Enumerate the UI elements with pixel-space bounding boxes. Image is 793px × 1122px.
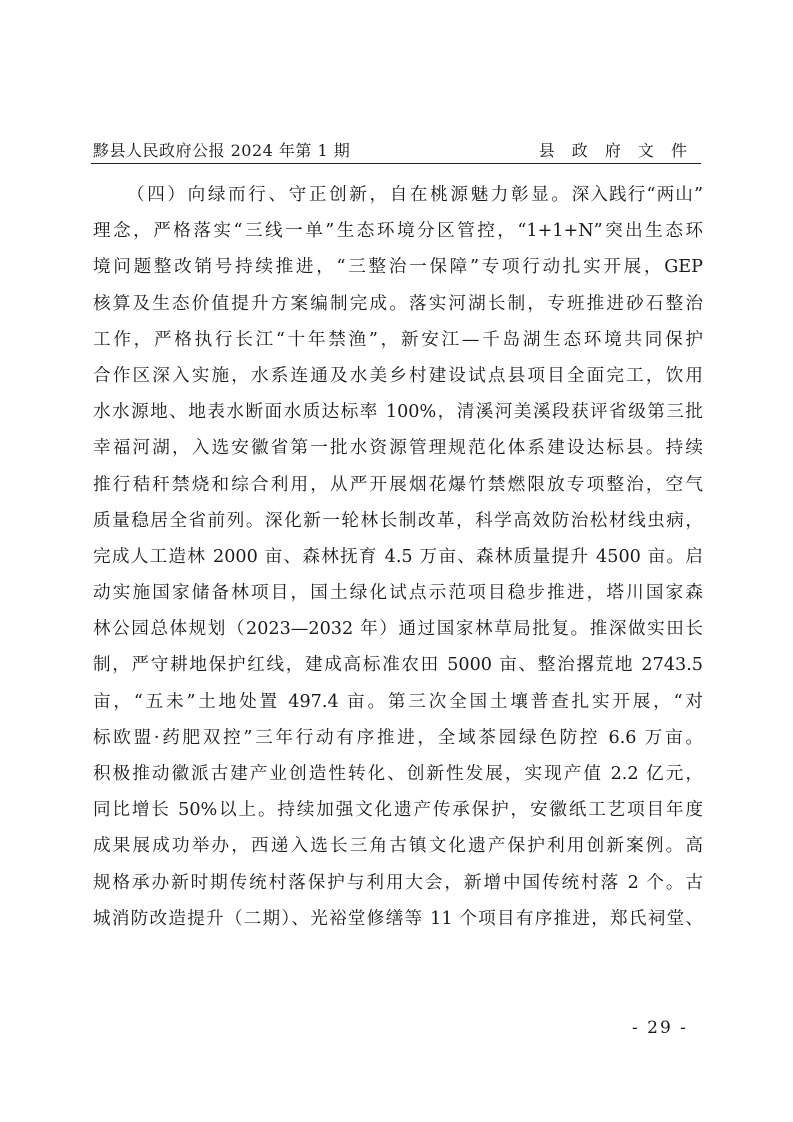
paragraph-line: 完成人工造林 2000 亩、森林抚育 4.5 万亩、森林质量提升 4500 亩。启 <box>93 546 703 567</box>
page-number: - 29 - <box>632 1018 688 1038</box>
paragraph-line: 工作，严格执行长江“十年禁渔”，新安江—千岛湖生态环境共同保护 <box>93 329 703 350</box>
paragraph-line: 境问题整改销号持续推进，“三整治一保障”专项行动扎实开展，GEP <box>93 257 703 278</box>
paragraph-line: 质量稳居全省前列。深化新一轮林长制改革，科学高效防治松材线虫病， <box>93 510 703 531</box>
paragraph-line: 积极推动徽派古建产业创造性转化、创新性发展，实现产值 2.2 亿元， <box>93 764 703 784</box>
paragraph-line: 城消防改造提升（二期）、光裕堂修缮等 11 个项目有序推进，郑氏祠堂、 <box>93 908 703 929</box>
section-lead-phrase: （四）向绿而行、守正创新，自在桃源魅力彰显。 <box>127 185 572 205</box>
paragraph-line: 亩，“五未”土地处置 497.4 亩。第三次全国土壤普查扎实开展，“对 <box>93 691 703 712</box>
paragraph-line: 理念，严格落实“三线一单”生态环境分区管控，“1+1+N”突出生态环 <box>93 221 703 242</box>
paragraph-line: 同比增长 50%以上。持续加强文化遗产传承保护，安徽纸工艺项目年度 <box>93 800 703 821</box>
paragraph-line: 合作区深入实施，水系连通及水美乡村建设试点县项目全面完工，饮用 <box>93 365 703 386</box>
line-text: 深入践行“两山” <box>571 185 703 205</box>
paragraph-line: 动实施国家储备林项目，国土绿化试点示范项目稳步推进，塔川国家森 <box>93 583 703 604</box>
gazette-issue-title: 黟县人民政府公报 2024 年第 1 期 <box>93 141 351 160</box>
paragraph-line: 推行秸秆禁烧和综合利用，从严开展烟花爆竹禁燃限放专项整治，空气 <box>93 474 703 495</box>
paragraph-line: 成果展成功举办，西递入选长三角古镇文化遗产保护利用创新案例。高 <box>93 836 703 857</box>
document-body <box>93 177 703 937</box>
paragraph-line: 水水源地、地表水断面水质达标率 100%，清溪河美溪段获评省级第三批 <box>93 402 703 423</box>
paragraph-line <box>93 177 703 213</box>
paragraph-line: 标欧盟·药肥双控”三年行动有序推进，全域茶园绿色防控 6.6 万亩。 <box>93 727 703 748</box>
paragraph-line: 制，严守耕地保护红线，建成高标准农田 5000 亩、整治撂荒地 2743.5 <box>93 655 703 676</box>
paragraph-line: 规格承办新时期传统村落保护与利用大会，新增中国传统村落 2 个。古 <box>93 872 703 893</box>
paragraph-line: 核算及生态价值提升方案编制完成。落实河湖长制，专班推进砂石整治 <box>93 293 703 314</box>
paragraph-line: 幸福河湖，入选安徽省第一批水资源管理规范化体系建设达标县。持续 <box>93 438 703 459</box>
header-divider <box>91 163 701 164</box>
section-title: 县 政 府 文 件 <box>538 141 693 160</box>
paragraph-line: 林公园总体规划（2023—2032 年）通过国家林草局批复。推深做实田长 <box>93 619 703 640</box>
